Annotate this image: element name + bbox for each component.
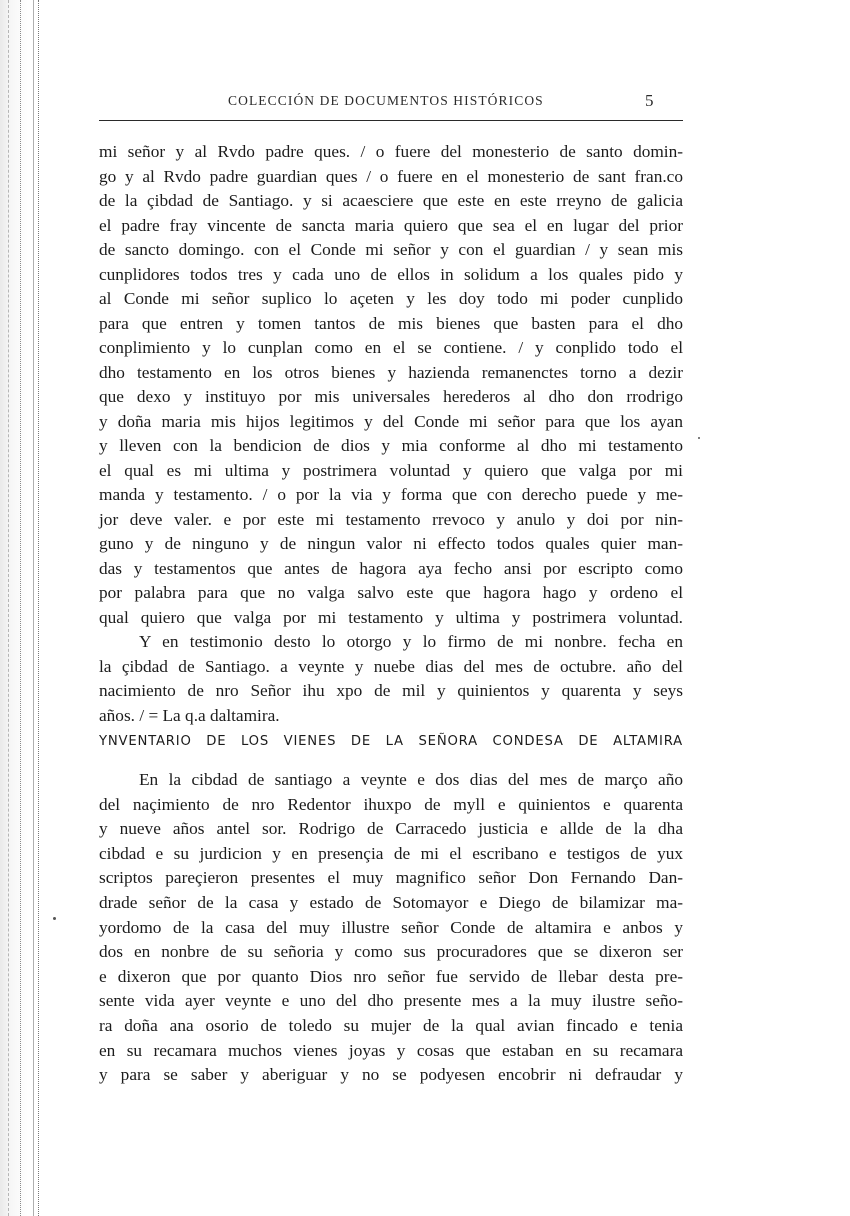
- text-line: sente vida ayer veynte e uno del dho presente mes a la muy ilustre seño-: [99, 991, 683, 1011]
- text-line: y lleven con la bendicion de dios y mia conforme al dho mi testamento: [99, 436, 683, 455]
- text-line: del naçimiento de nro Redentor ihuxpo de myll e quinientos e quarenta: [99, 794, 683, 814]
- gutter-shadow-line: [38, 0, 39, 1216]
- text-line: el qual es mi ultima y postrimera voluntad y quiero que valga por mi: [99, 460, 683, 480]
- text-line: y doña maria mis hijos legitimos y del Conde mi señor para que los ayan: [99, 411, 683, 431]
- text-line: e dixeron que por quanto Dios nro señor fue servido de llebar desta pre-: [99, 966, 683, 986]
- text-line: de la çibdad de Santiago. y si acaesciere que este en este rreyno de galicia: [99, 191, 683, 210]
- text-line: para que entren y tomen tantos de mis bienes que basten para el dho: [99, 313, 683, 333]
- gutter-shadow-line: [33, 0, 34, 1216]
- scan-speck: [53, 917, 56, 920]
- text-line: cunplidores todos tres y cada uno de ellos in solidum a los quales pido y: [99, 264, 683, 284]
- text-line: de sancto domingo. con el Conde mi señor y con el guardian / y sean mis: [99, 240, 683, 259]
- text-line: en su recamara muchos vienes joyas y cosas que estaban en su recamara: [99, 1040, 683, 1060]
- testament-text: [99, 140, 683, 728]
- text-line: manda y testamento. / o por la via y forma que con derecho puede y me-: [99, 485, 683, 504]
- text-line: nacimiento de nro Señor ihu xpo de mil y quinientos y quarenta y seys: [99, 681, 683, 700]
- text-line: y nueve años antel sor. Rodrigo de Carracedo justicia e allde de la dha: [99, 819, 683, 839]
- text-line: ra doña ana osorio de toledo su mujer de la qual avian fincado e tenia: [99, 1015, 683, 1035]
- header-rule: [99, 120, 683, 121]
- text-line: yordomo de la casa del muy illustre señor Conde de altamira e anbos y: [99, 917, 683, 937]
- text-line: que dexo y instituyo por mis universales herederos al dho don rrodrigo: [99, 387, 683, 406]
- page-number: 5: [645, 91, 654, 110]
- text-line: das y testamentos que antes de hagora aya fecho ansi por escripto como: [99, 558, 683, 578]
- book-gutter: [0, 0, 46, 1216]
- text-line: y para se saber y aberiguar y no se podyesen encobrir ni defraudar y: [99, 1065, 683, 1085]
- running-head: COLECCIÓN DE DOCUMENTOS HISTÓRICOS: [228, 93, 544, 108]
- text-line: En la cibdad de santiago a veynte e dos dias del mes de março año: [139, 770, 683, 789]
- text-line: scriptos pareçieron presentes el muy magnifico señor Don Fernando Dan-: [99, 868, 683, 888]
- text-line: dho testamento en los otros bienes y hazienda remanenctes torno a dezir: [99, 362, 683, 382]
- text-line: mi señor y al Rvdo padre ques. / o fuere del monesterio de santo domin-: [99, 142, 683, 161]
- scan-speck: [698, 437, 700, 439]
- text-line: cibdad e su jurdicion y en presençia de mi el escribano e testigos de yux: [99, 843, 683, 863]
- text-line: drade señor de la casa y estado de Sotomayor e Diego de bilamizar ma-: [99, 892, 683, 912]
- gutter-shadow-line: [20, 0, 21, 1216]
- text-line: qual quiero que valga por mi testamento y ultima y postrimera voluntad.: [99, 607, 683, 627]
- text-line: go y al Rvdo padre guardian ques / o fuere en el monesterio de sant fran.co: [99, 166, 683, 186]
- text-line: conplimiento y lo cunplan como en el se contiene. / y conplido todo el: [99, 338, 683, 357]
- text-line: al Conde mi señor suplico lo açeten y les doy todo mi poder cunplido: [99, 289, 683, 308]
- text-line: por palabra para que no valga salvo este que hagora hago y ordeno el: [99, 583, 683, 602]
- inventory-text: [99, 768, 683, 1088]
- text-line: guno y de ninguno y de ningun valor ni effecto todos quales quier man-: [99, 534, 683, 553]
- section-heading: YNVENTARIO DE LOS VIENES DE LA SEÑORA CONDESA DE ALTAMIRA: [99, 734, 683, 749]
- text-line: dos en nonbre de su señoria y como sus procuradores que se dixeron ser: [99, 942, 683, 962]
- text-line: Y en testimonio desto lo otorgo y lo firmo de mi nonbre. fecha en: [139, 632, 683, 651]
- text-line: la çibdad de Santiago. a veynte y nuebe dias del mes de octubre. año del: [99, 656, 683, 676]
- text-line: jor deve valer. e por este mi testamento rrevoco y anulo y doi por nin-: [99, 509, 683, 529]
- gutter-shadow-line: [8, 0, 9, 1216]
- text-line: el padre fray vincente de sancta maria quiero que sea el en lugar del prior: [99, 215, 683, 235]
- text-line: años. / = La q.a daltamira.: [99, 705, 280, 725]
